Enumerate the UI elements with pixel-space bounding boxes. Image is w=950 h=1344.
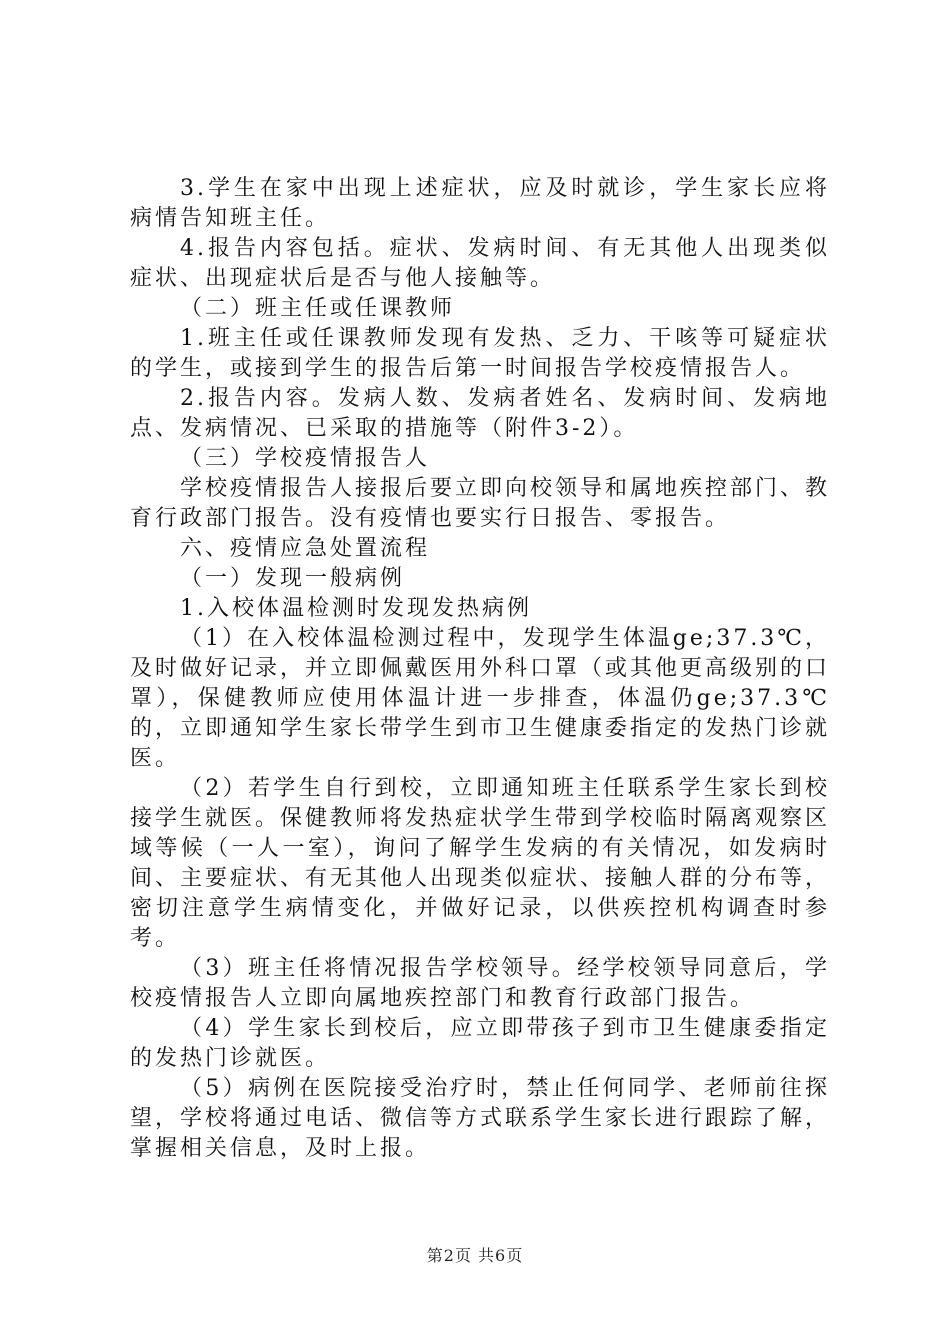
document-body [130, 174, 830, 1164]
paragraph: 3.学生在家中出现上述症状，应及时就诊，学生家长应将病情告知班主任。 [130, 176, 830, 231]
paragraph: （1）在入校体温检测过程中，发现学生体温ge;37.3℃，及时做好记录，并立即佩戴医用外科口罩（或其他更高级别的口罩），保健教师应使用体温计进一步排查，体温仍ge;37.3℃的，立即通知学生家长带学生到市卫生健康委指定的发热门诊就医。 [130, 626, 831, 771]
paragraph: （5）病例在医院接受治疗时，禁止任何同学、老师前往探望，学校将通过电话、微信等方式联系学生家长进行跟踪了解，掌握相关信息，及时上报。 [130, 1076, 831, 1161]
paragraph: （4）学生家长到校后，应立即带孩子到市卫生健康委指定的发热门诊就医。 [130, 1016, 830, 1071]
paragraph: 学校疫情报告人接报后要立即向校领导和属地疾控部门、教育行政部门报告。没有疫情也要实行日报告、零报告。 [130, 476, 831, 531]
paragraph: 2.报告内容。发病人数、发病者姓名、发病时间、发病地点、发病情况、已采取的措施等（附件3-2）。 [130, 386, 830, 441]
paragraph: 1.班主任或任课教师发现有发热、乏力、干咳等可疑症状的学生，或接到学生的报告后第一时间报告学校疫情报告人。 [130, 326, 830, 381]
section-heading: （三）学校疫情报告人 [180, 446, 431, 471]
section-heading: 1.入校体温检测时发现发热病例 [180, 596, 532, 621]
page-number-footer: 第2页 共6页 [426, 1246, 524, 1265]
section-heading: 六、疫情应急处置流程 [180, 536, 431, 561]
paragraph: 4.报告内容包括。症状、发病时间、有无其他人出现类似症状、出现症状后是否与他人接触等。 [130, 236, 830, 291]
section-heading: （二）班主任或任课教师 [180, 296, 456, 321]
section-heading: （一）发现一般病例 [180, 566, 406, 591]
paragraph: （3）班主任将情况报告学校领导。经学校领导同意后，学校疫情报告人立即向属地疾控部门和教育行政部门报告。 [130, 956, 830, 1011]
paragraph: （2）若学生自行到校，立即通知班主任联系学生家长到校接学生就医。保健教师将发热症状学生带到学校临时隔离观察区域等候（一人一室），询问了解学生发病的有关情况，如发病时间、主要症状、有无其他人出现类似症状、接触人群的分布等，密切注意学生病情变化，并做好记录，以供疾控机构调查时参考。 [130, 776, 831, 951]
